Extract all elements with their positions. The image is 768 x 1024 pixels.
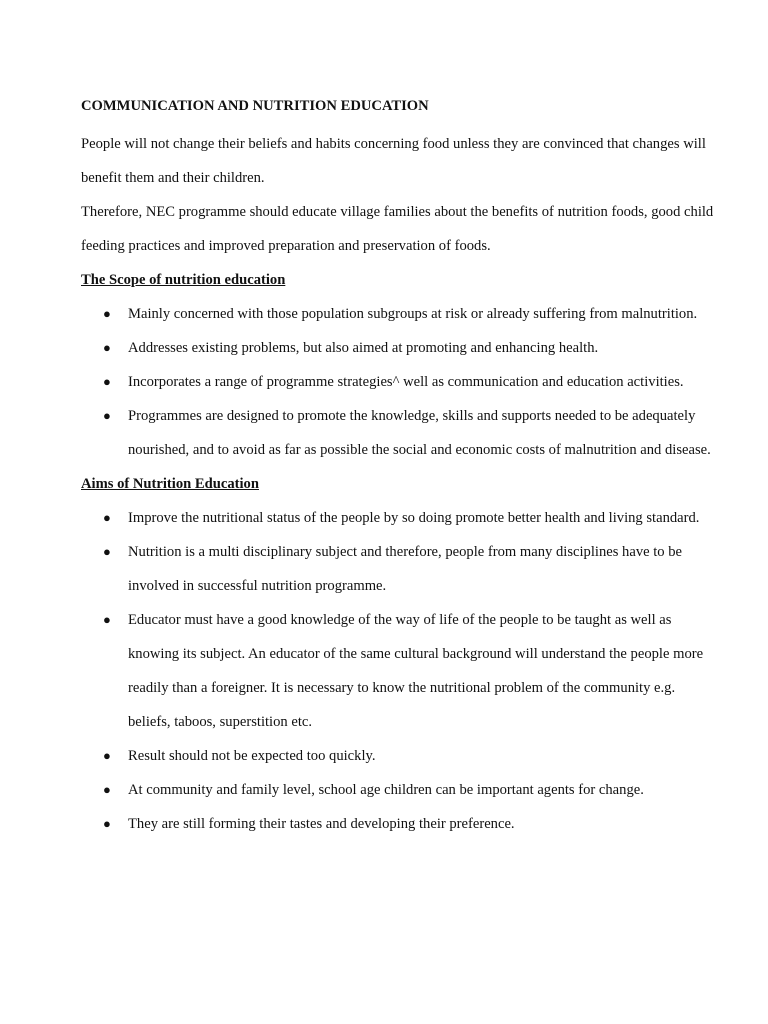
list-item: [81, 739, 717, 773]
list-item-text: Nutrition is a multi disciplinary subject and therefore, people from many disciplines have to be involved in successful nutrition programme.: [128, 544, 683, 594]
section-heading-aims: Aims of Nutrition Education: [81, 476, 259, 492]
list-item-text: They are still forming their tastes and developing their preference.: [128, 816, 515, 832]
list-item-text: Mainly concerned with those population subgroups at risk or already suffering from malnutrition.: [128, 306, 698, 322]
aims-bullet-list: [81, 501, 717, 841]
list-item: [81, 773, 717, 807]
list-item: [81, 331, 717, 365]
list-item: [81, 399, 717, 467]
list-item: [81, 365, 717, 399]
bullet-icon: ●: [103, 408, 111, 423]
document-page: [81, 96, 717, 841]
list-item-text: Result should not be expected too quickly.: [128, 748, 376, 764]
list-item: [81, 603, 717, 739]
list-item-text: Educator must have a good knowledge of the way of life of the people to be taught as well as knowing its subject. An educator of the same cultural background will understand the people more readily than a foreigner. It is necessary to know the nutritional problem of the community e.g. beliefs, taboos, superstition etc.: [128, 612, 704, 730]
bullet-icon: ●: [103, 612, 111, 627]
bullet-icon: ●: [103, 782, 111, 797]
scope-bullet-list: [81, 297, 717, 467]
bullet-icon: ●: [103, 748, 111, 763]
list-item-text: Improve the nutritional status of the people by so doing promote better health and living standard.: [128, 510, 700, 526]
list-item-text: Addresses existing problems, but also aimed at promoting and enhancing health.: [128, 340, 599, 356]
list-item-text: Incorporates a range of programme strategies^ well as communication and education activities.: [128, 374, 684, 390]
bullet-icon: ●: [103, 544, 111, 559]
document-title: COMMUNICATION AND NUTRITION EDUCATION: [81, 98, 429, 114]
intro-paragraph-1: People will not change their beliefs and habits concerning food unless they are convinced that changes will benefit them and their children.: [81, 136, 706, 186]
bullet-icon: ●: [103, 510, 111, 525]
list-item-text: Programmes are designed to promote the knowledge, skills and supports needed to be adequately nourished, and to avoid as far as possible the social and economic costs of malnutrition and disease.: [128, 408, 711, 458]
list-item: [81, 297, 717, 331]
intro-paragraph-2: Therefore, NEC programme should educate village families about the benefits of nutrition foods, good child feeding practices and improved preparation and preservation of foods.: [81, 204, 714, 254]
section-aims: [81, 467, 717, 841]
section-scope: [81, 263, 717, 467]
list-item-text: At community and family level, school age children can be important agents for change.: [128, 782, 644, 798]
bullet-icon: ●: [103, 340, 111, 355]
list-item: [81, 501, 717, 535]
bullet-icon: ●: [103, 374, 111, 389]
bullet-icon: ●: [103, 816, 111, 831]
section-heading-scope: The Scope of nutrition education: [81, 272, 286, 288]
bullet-icon: ●: [103, 306, 111, 321]
list-item: [81, 535, 717, 603]
list-item: [81, 807, 717, 841]
